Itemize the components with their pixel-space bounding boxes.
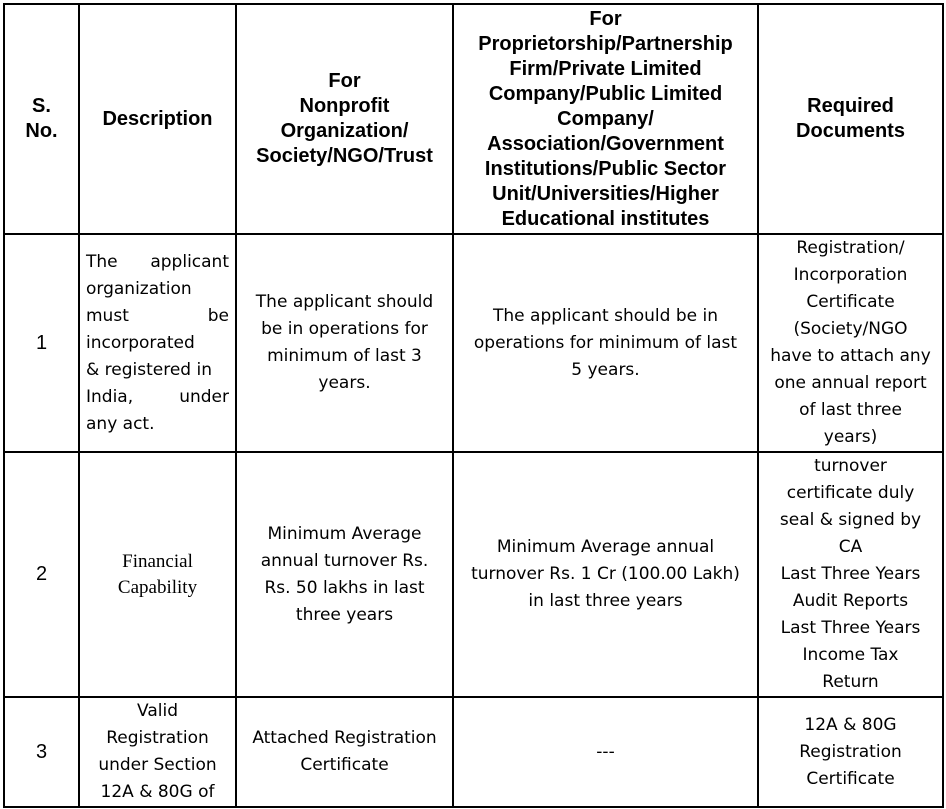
row-1-nonprofit: The applicant should be in operations for minimum of last 3 years. <box>236 234 453 452</box>
header-proprietorship: For Proprietorship/Partnership Firm/Private Limited Company/Public Limited Company/ Association/Government Institutions/Public Sector Unit/Universities/Higher Educational institutes <box>453 4 758 234</box>
row-1-proprietorship: The applicant should be in operations for minimum of last 5 years. <box>453 234 758 452</box>
row-3-documents: 12A & 80G Registration Certificate <box>758 697 943 807</box>
row-1-documents: Registration/ Incorporation Certificate (Society/NGO have to attach any one annual report of last three years) <box>758 234 943 452</box>
header-row <box>4 4 943 234</box>
row-2-proprietorship: Minimum Average annual turnover Rs. 1 Cr (100.00 Lakh) in last three years <box>453 452 758 697</box>
header-required-documents: Required Documents <box>758 4 943 234</box>
row-1-sno: 1 <box>4 234 79 452</box>
row-3-description: Valid Registration under Section 12A & 80G of <box>79 697 236 807</box>
header-description: Description <box>79 4 236 234</box>
row-2-sno: 2 <box>4 452 79 697</box>
row-3-proprietorship: --- <box>453 697 758 807</box>
header-nonprofit: For Nonprofit Organization/ Society/NGO/Trust <box>236 4 453 234</box>
table-row <box>4 697 943 807</box>
row-3-sno: 3 <box>4 697 79 807</box>
row-3-nonprofit: Attached Registration Certificate <box>236 697 453 807</box>
header-sno: S. No. <box>4 4 79 234</box>
table-row <box>4 452 943 697</box>
table-row <box>4 234 943 452</box>
row-2-description: Financial Capability <box>79 452 236 697</box>
row-1-description: The applicant organization must be incorporated & registered in India, under any act. <box>79 234 236 452</box>
row-2-documents: turnover certificate duly seal & signed by CA Last Three Years Audit Reports Last Three Years Income Tax Return <box>758 452 943 697</box>
eligibility-table <box>3 3 944 808</box>
row-2-nonprofit: Minimum Average annual turnover Rs. Rs. 50 lakhs in last three years <box>236 452 453 697</box>
